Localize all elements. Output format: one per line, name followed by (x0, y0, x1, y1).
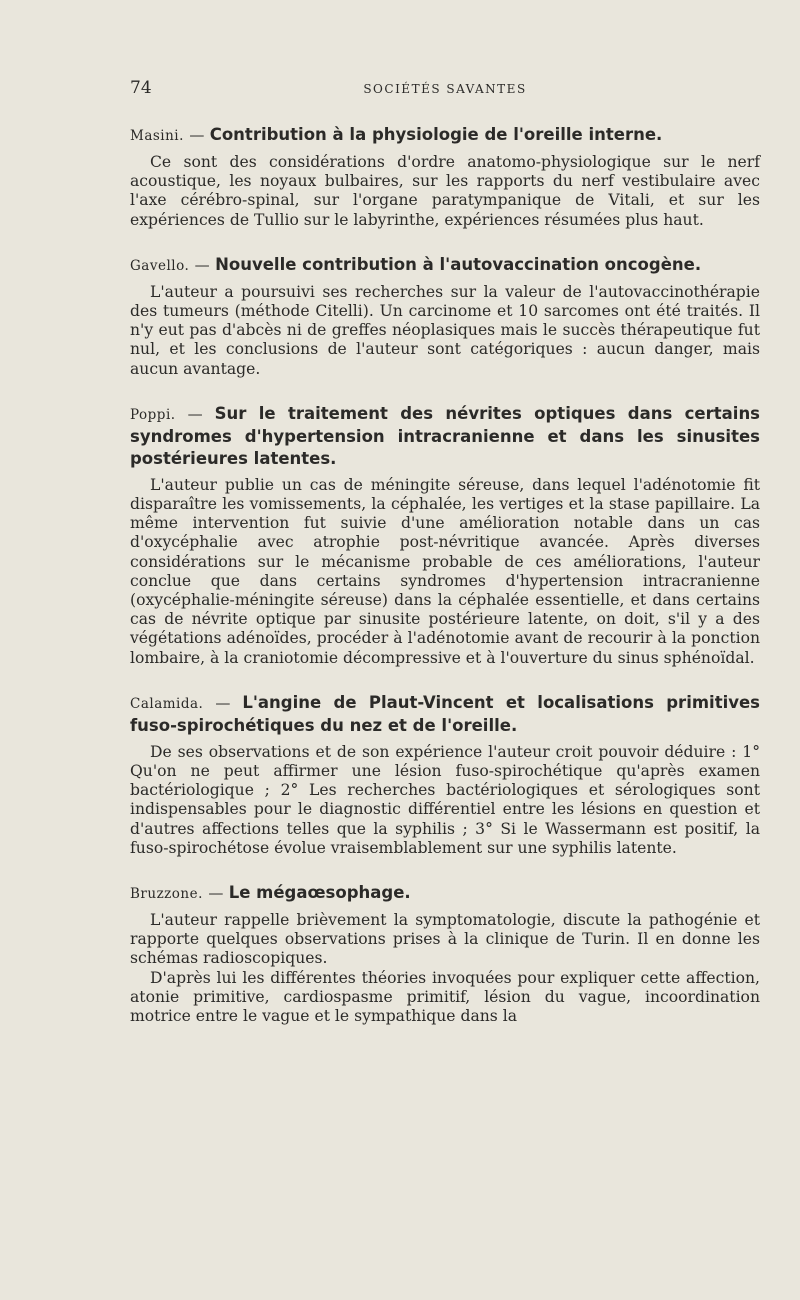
section-author: Gavello. (130, 257, 190, 274)
section-separator: — (189, 126, 205, 144)
section-heading (130, 692, 760, 737)
section-separator: — (194, 255, 210, 274)
section-separator: — (208, 884, 224, 903)
section-masini (130, 124, 760, 230)
section-separator: — (215, 693, 231, 712)
running-title: SOCIÉTÉS SAVANTES (363, 82, 527, 96)
section-calamida (130, 692, 760, 858)
section-paragraph: L'auteur rappelle brièvement la symptomatologie, discute la pathogénie et rapporte quelques observations prises à la clinique de Turin. Il en donne les schémas radioscopiques. (130, 911, 760, 968)
section-author: Bruzzone. (130, 886, 203, 903)
section-title: Contribution à la physiologie de l'oreille interne. (209, 125, 663, 144)
page-body (130, 124, 760, 1050)
section-bruzzone (130, 882, 760, 1026)
section-heading (130, 882, 760, 905)
section-author: Masini. (130, 128, 184, 144)
page-header (130, 78, 760, 102)
section-author: Calamida. (130, 695, 204, 712)
section-paragraph: De ses observations et de son expérience l'auteur croit pouvoir déduire : 1° Qu'on ne peut affirmer une lésion fuso-spirochétique qu'après examen bactériologique ; 2° Les recherches bactériologiques et sérologiques sont indispensables pour le diagnostic différentiel entre les lésions en question et d'autres affections telles que la syphilis ; 3° Si le Wassermann est positif, la fuso-spirochétose évolue vraisemblablement sur une syphilis latente. (130, 742, 760, 857)
section-author: Poppi. (130, 406, 176, 423)
section-gavello (130, 254, 760, 379)
section-paragraph: Ce sont des considérations d'ordre anatomo-physiologique sur le nerf acoustique, les noyaux bulbaires, sur les rapports du nerf vestibulaire avec l'axe cérébro-spinal, sur l'organe paratympanique de Vitali, et sur les expériences de Tullio sur le labyrinthe, expériences résumées plus haut. (130, 153, 760, 229)
section-paragraph: D'après lui les différentes théories invoquées pour expliquer cette affection, atonie primitive, cardiospasme primitif, lésion du vague, incoordination motrice entre le vague et le sympathique dans la (130, 968, 760, 1026)
section-heading (130, 124, 760, 147)
section-heading (130, 403, 760, 470)
section-heading (130, 254, 760, 277)
section-title: Sur le traitement des névrites optiques dans certains syndromes d'hypertension intracranienne et dans les sinusites postérieures latentes. (130, 403, 761, 468)
section-paragraph: L'auteur a poursuivi ses recherches sur la valeur de l'autovaccinothérapie des tumeurs (méthode Citelli). Un carcinome et 10 sarcomes ont été traités. Il n'y eut pas d'abcès ni de greffes néoplasiques mais le succès thérapeutique fut nul, et les conclusions de l'auteur sont catégoriques : aucun danger, mais aucun avantage. (130, 282, 760, 378)
section-poppi (130, 403, 760, 668)
section-paragraph: L'auteur publie un cas de méningite séreuse, dans lequel l'adénotomie fit disparaître les vomissements, la céphalée, les vertiges et la stase papillaire. La même intervention fut suivie d'une amélioration notable dans un cas d'oxycéphalie avec atrophie post-névritique avancée. Après diverses considérations sur le mécanisme probable de ces améliorations, l'auteur conclue que dans certains syndromes d'hypertension intracranienne (oxycéphalie-méningite séreuse) dans la céphalée essentielle, et dans certains cas de névrite optique par sinusite postérieure latente, on doit, s'il y a des végétations adénoïdes, procéder à l'adénotomie avant de recourir à la ponction lombaire, à la craniotomie décompressive et à l'ouverture du sinus sphénoïdal. (130, 475, 760, 667)
section-title: L'angine de Plaut-Vincent et localisations primitives fuso-spirochétiques du nez et de l'oreille. (130, 692, 761, 735)
page-number: 74 (130, 78, 152, 98)
section-title: Le mégaœsophage. (228, 883, 411, 903)
section-separator: — (187, 404, 203, 423)
section-title: Nouvelle contribution à l'autovaccination oncogène. (215, 254, 702, 274)
